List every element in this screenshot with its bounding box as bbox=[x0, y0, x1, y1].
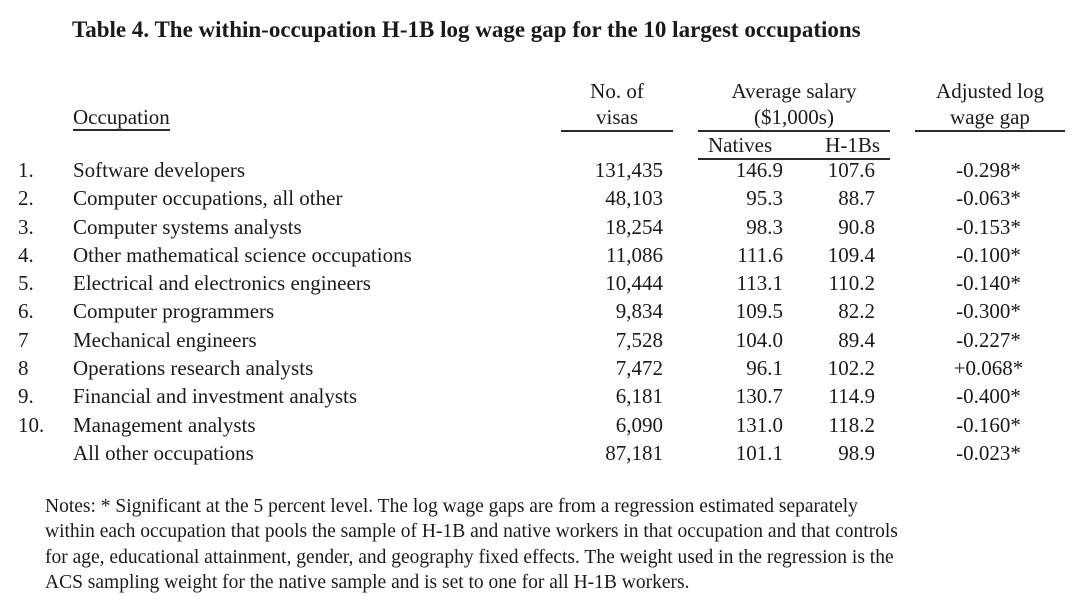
occupation-cell: Management analysts bbox=[73, 412, 256, 437]
wage-gap-cell: -0.300* bbox=[956, 299, 1021, 324]
notes-line-4: ACS sampling weight for the native sample and is set to one for all H-1B workers. bbox=[45, 572, 690, 594]
wage-gap-cell: -0.227* bbox=[956, 327, 1021, 352]
occupation-cell: Mechanical engineers bbox=[73, 327, 257, 352]
wage-gap-cell: -0.140* bbox=[956, 271, 1021, 296]
visas-count-cell: 7,472 bbox=[615, 356, 663, 381]
h1b-salary-cell: 110.2 bbox=[828, 271, 875, 296]
h1b-salary-cell: 82.2 bbox=[838, 299, 875, 324]
natives-salary-cell: 95.3 bbox=[746, 186, 783, 211]
occupation-cell: Computer programmers bbox=[73, 299, 275, 324]
occupation-cell: Software developers bbox=[73, 158, 246, 182]
visas-count-cell: 7,528 bbox=[615, 327, 663, 352]
col-header-natives: Natives bbox=[708, 133, 773, 157]
col-header-visas-line1: No. of bbox=[590, 79, 644, 103]
row-number-cell: 10. bbox=[18, 412, 45, 437]
table-row bbox=[18, 269, 1060, 297]
h1b-salary-cell: 109.4 bbox=[827, 242, 875, 267]
wage-gap-cell: -0.063* bbox=[956, 186, 1021, 211]
occupation-cell: Other mathematical science occupations bbox=[73, 242, 412, 267]
visas-count-cell: 10,444 bbox=[605, 271, 663, 296]
row-number-cell: 8 bbox=[18, 356, 29, 381]
h1b-salary-cell: 118.2 bbox=[828, 412, 875, 437]
table-row bbox=[18, 354, 1060, 382]
col-header-salary-line2: ($1,000s) bbox=[698, 104, 890, 132]
natives-salary-cell: 96.1 bbox=[746, 356, 783, 381]
row-number-cell: 9. bbox=[18, 384, 34, 409]
wage-gap-cell: -0.100* bbox=[956, 242, 1021, 267]
occupation-cell: Financial and investment analysts bbox=[73, 384, 358, 409]
h1b-salary-cell: 102.2 bbox=[827, 356, 875, 381]
visas-count-cell: 131,435 bbox=[594, 158, 663, 182]
natives-salary-cell: 131.0 bbox=[735, 412, 783, 437]
table-row bbox=[18, 213, 1060, 241]
col-header-gap-line1: Adjusted log bbox=[936, 79, 1044, 103]
table-row bbox=[18, 382, 1060, 410]
natives-salary-cell: 101.1 bbox=[735, 440, 783, 465]
notes-line-1: Notes: * Significant at the 5 percent level. The log wage gaps are from a regression estimated separately bbox=[45, 496, 858, 517]
row-number-cell: 2. bbox=[18, 186, 34, 211]
table-row bbox=[18, 439, 1060, 467]
occupation-cell: Computer systems analysts bbox=[73, 214, 302, 239]
row-number-cell: 3. bbox=[18, 214, 34, 239]
visas-count-cell: 6,090 bbox=[615, 412, 663, 437]
row-number-cell: 6. bbox=[18, 299, 34, 324]
visas-count-cell: 9,834 bbox=[615, 299, 663, 324]
row-number-cell: 1. bbox=[18, 158, 34, 182]
col-header-h1bs: H-1Bs bbox=[825, 133, 880, 157]
col-header-salary-line1: Average salary bbox=[731, 79, 857, 103]
occupation-cell: Electrical and electronics engineers bbox=[73, 271, 371, 296]
natives-salary-cell: 104.0 bbox=[735, 327, 783, 352]
occupation-cell: Operations research analysts bbox=[73, 356, 314, 381]
visas-count-cell: 18,254 bbox=[605, 214, 663, 239]
row-number-cell: 5. bbox=[18, 271, 34, 296]
notes-line-3: for age, educational attainment, gender, and geography fixed effects. The weight used in the regression is the bbox=[45, 546, 894, 568]
table-row bbox=[18, 156, 1060, 184]
wage-gap-cell: -0.298* bbox=[956, 158, 1021, 182]
row-number-cell: 4. bbox=[18, 242, 34, 267]
h1b-salary-cell: 98.9 bbox=[838, 440, 875, 465]
wage-gap-cell: -0.400* bbox=[956, 384, 1021, 409]
table-row bbox=[18, 297, 1060, 325]
col-header-gap-line2: wage gap bbox=[915, 104, 1065, 132]
wage-gap-cell: -0.153* bbox=[956, 214, 1021, 239]
wage-gap-cell: +0.068* bbox=[953, 356, 1024, 381]
h1b-salary-cell: 89.4 bbox=[838, 327, 875, 352]
h1b-salary-cell: 114.9 bbox=[828, 384, 875, 409]
natives-salary-cell: 146.9 bbox=[735, 158, 783, 182]
row-number-cell bbox=[18, 439, 73, 467]
occupation-cell: Computer occupations, all other bbox=[73, 186, 343, 211]
table-row bbox=[18, 184, 1060, 212]
table-row bbox=[18, 326, 1060, 354]
natives-salary-cell: 98.3 bbox=[746, 214, 783, 239]
visas-count-cell: 48,103 bbox=[605, 186, 663, 211]
col-header-visas-line2: visas bbox=[561, 104, 673, 132]
h1b-salary-cell: 88.7 bbox=[838, 186, 875, 211]
table-notes bbox=[45, 494, 898, 596]
h1b-salary-cell: 107.6 bbox=[827, 158, 875, 182]
col-header-occupation-label: Occupation bbox=[73, 105, 170, 129]
occupation-cell: All other occupations bbox=[73, 440, 254, 465]
table-body bbox=[18, 156, 1060, 467]
visas-count-cell: 6,181 bbox=[615, 384, 663, 409]
col-header-occupation bbox=[73, 104, 170, 131]
wage-gap-cell: -0.160* bbox=[956, 412, 1021, 437]
notes-line-2: within each occupation that pools the sample of H-1B and native workers in that occupation and that controls bbox=[45, 521, 898, 543]
table-title: Table 4. The within-occupation H-1B log wage gap for the 10 largest occupations bbox=[72, 17, 861, 42]
h1b-salary-cell: 90.8 bbox=[838, 214, 875, 239]
table-row bbox=[18, 241, 1060, 269]
natives-salary-cell: 111.6 bbox=[737, 242, 783, 267]
wage-gap-cell: -0.023* bbox=[956, 440, 1021, 465]
visas-count-cell: 11,086 bbox=[606, 242, 663, 267]
natives-salary-cell: 130.7 bbox=[735, 384, 783, 409]
table-row bbox=[18, 411, 1060, 439]
natives-salary-cell: 109.5 bbox=[735, 299, 783, 324]
visas-count-cell: 87,181 bbox=[605, 440, 663, 465]
natives-salary-cell: 113.1 bbox=[736, 271, 783, 296]
row-number-cell: 7 bbox=[18, 327, 29, 352]
